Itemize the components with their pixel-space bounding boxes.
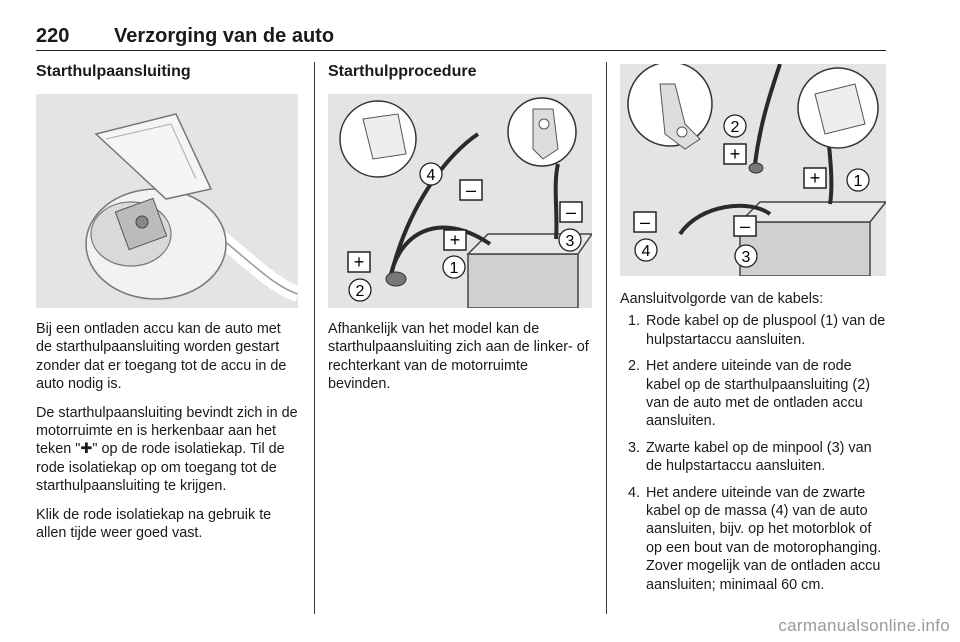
- paragraph: Bij een ontladen accu kan de auto met de starthulpaansluiting worden gestart zonder dat er toegang tot de accu in de auto nodig is.: [36, 321, 287, 393]
- step-text: Het andere uiteinde van de rode kabel op de starthulpaansluiting (2) van de auto met de ontladen accu aansluiten.: [646, 358, 870, 430]
- figure-jump-start-procedure-2: [620, 64, 886, 276]
- label-plus-b: +: [809, 168, 821, 188]
- column-divider-2: [606, 62, 607, 614]
- middle-column: [328, 62, 592, 82]
- label-2: 2: [355, 283, 365, 300]
- step-text: Het andere uiteinde van de zwarte kabel op de massa (4) van de auto aansluiten, bijv. op het motorblok of op een bout van de motorophanging. Zover mogelijk van de ontladen accu aansluiten; minimaal 60 cm.: [646, 484, 882, 593]
- step-number: 4.: [628, 484, 641, 501]
- label-minus-b: –: [739, 216, 751, 236]
- jump-start-connector-illustration: [36, 94, 298, 308]
- list-item: [620, 357, 886, 431]
- step-text: Rode kabel op de pluspool (1) van de hulpstartaccu aansluiten.: [646, 313, 886, 348]
- left-column-text: [36, 320, 298, 552]
- jump-start-procedure-illustration-2: [620, 64, 886, 276]
- section-heading-starthulpprocedure: Starthulpprocedure: [328, 63, 477, 80]
- step-number: 1.: [628, 313, 641, 330]
- paragraph: De starthulpaansluiting bevindt zich in de motorruimte en is herkenbaar aan het teken "✚" op de rode isolatiekap. Til de rode isolatiekap op om toegang tot de starthulpaansluiting te krijgen.: [36, 404, 298, 495]
- paragraph: Klik de rode isolatiekap na gebruik te allen tijde weer goed vast.: [36, 506, 272, 542]
- label-1: 1: [853, 173, 863, 190]
- label-4: 4: [641, 243, 651, 260]
- step-number: 2.: [628, 358, 641, 375]
- right-column-text: [620, 290, 886, 602]
- column-divider-1: [314, 62, 315, 614]
- steps-list: [620, 312, 886, 594]
- list-item: [620, 312, 886, 349]
- label-3: 3: [565, 233, 575, 250]
- footer-watermark: carmanualsonline.info: [778, 616, 950, 635]
- label-plus-a: +: [729, 144, 741, 164]
- list-item: [620, 439, 886, 476]
- list-item: [620, 484, 886, 594]
- paragraph: Afhankelijk van het model kan de starthulpaansluiting zich aan de linker- of rechterkant van de motorruimte bevinden.: [328, 321, 589, 393]
- label-2: 2: [730, 119, 740, 136]
- figure-jump-start-procedure-1: [328, 94, 592, 308]
- label-plus-b: +: [353, 252, 365, 272]
- jump-start-procedure-illustration-1: [328, 94, 592, 308]
- label-minus-a: –: [465, 180, 477, 200]
- chapter-title: Verzorging van de auto: [114, 25, 335, 47]
- steps-intro: Aansluitvolgorde van de kabels:: [620, 291, 824, 307]
- label-3: 3: [741, 249, 751, 266]
- page-number: 220: [36, 25, 70, 47]
- label-plus-a: +: [449, 230, 461, 250]
- left-column: [36, 62, 298, 82]
- label-1: 1: [449, 260, 459, 277]
- label-4: 4: [426, 167, 436, 184]
- step-number: 3.: [628, 439, 641, 456]
- label-minus-a: –: [639, 212, 651, 232]
- label-minus-b: –: [565, 202, 577, 222]
- page-header: [36, 25, 886, 51]
- middle-column-text: [328, 320, 592, 404]
- section-heading-starthulpaansluiting: Starthulpaansluiting: [36, 63, 191, 80]
- step-text: Zwarte kabel op de minpool (3) van de hulpstartaccu aansluiten.: [646, 439, 872, 475]
- figure-jump-start-connector: [36, 94, 298, 308]
